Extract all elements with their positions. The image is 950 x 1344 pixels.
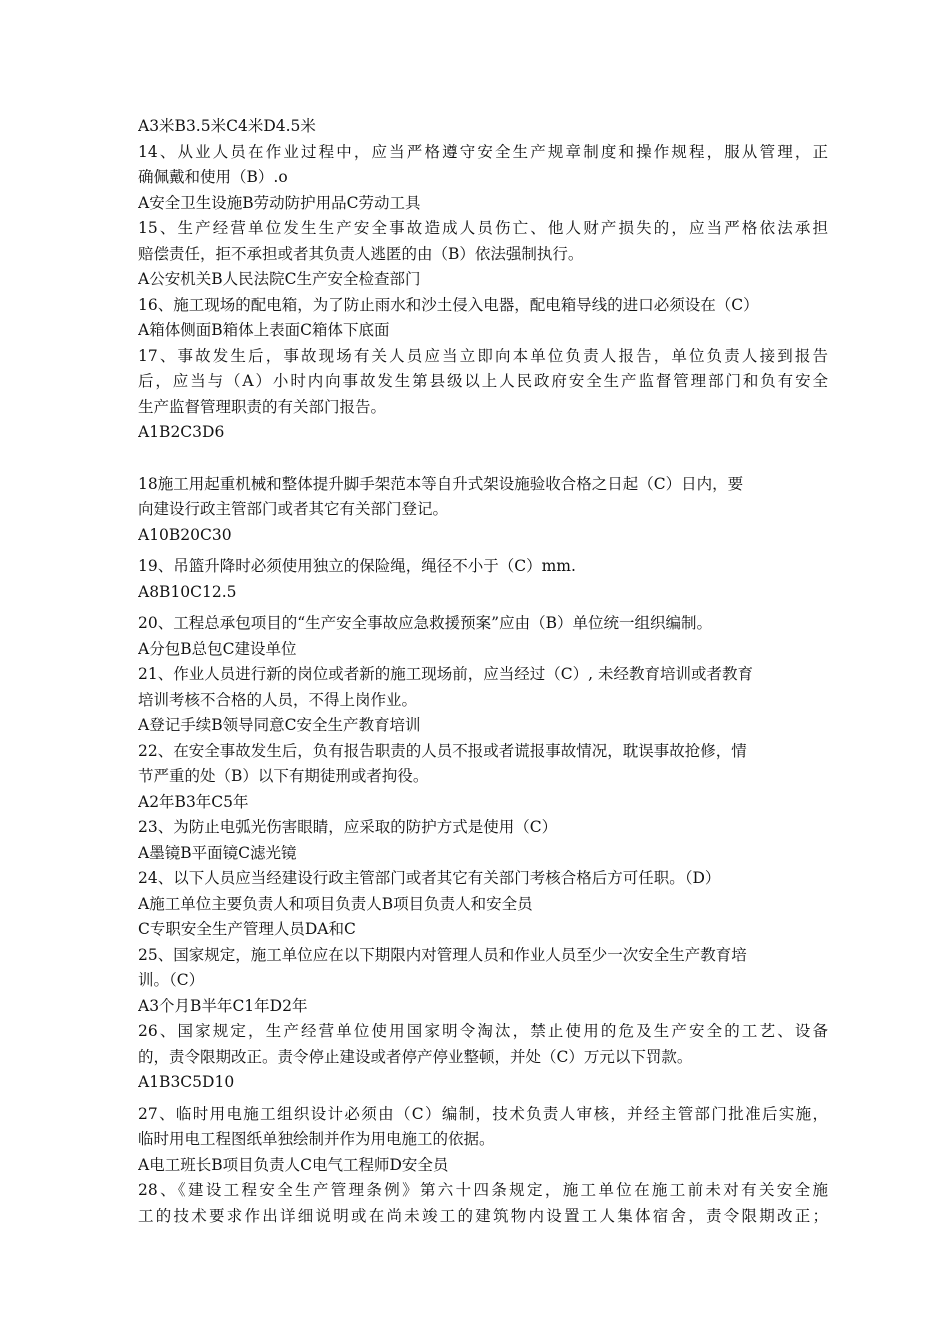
answer-options-22: A2年B3年C5年 — [138, 792, 249, 811]
answer-options-20: A分包B总包C建设单位 — [138, 639, 297, 658]
answer-options-14: A安全卫生设施B劳动防护用品C劳动工具 — [138, 193, 421, 212]
answer-options-24-line-2: C专职安全生产管理人员DA和C — [138, 920, 356, 938]
answer-options-18: A10B20C30 — [138, 525, 232, 544]
question-16: 16、施工现场的配电箱，为了防止雨水和沙土侵入电器，配电箱导线的进口必须设在（C） — [138, 295, 759, 314]
question-17-line-1: 17、事故发生后，事故现场有关人员应当立即向本单位负责人报告，单位负责人接到报告 — [138, 346, 828, 365]
answer-options-26: A1B3C5D10 — [138, 1073, 235, 1091]
question-28-line-2: 工的技术要求作出详细说明或在尚未竣工的建筑物内设置工人集体宿舍，责令限期改正； — [138, 1206, 828, 1225]
answer-options-23: A墨镜B平面镜C滤光镜 — [138, 843, 297, 862]
question-25-line-2: 训。（C） — [138, 971, 205, 989]
question-14-line-2: 确佩戴和使用（B）.o — [138, 168, 288, 186]
question-15-line-1: 15、生产经营单位发生生产安全事故造成人员伤亡、他人财产损失的，应当严格依法承担 — [138, 219, 828, 237]
question-26-line-2: 的，责令限期改正。责令停止建设或者停产停业整顿，并处（C）万元以下罚款。 — [138, 1047, 693, 1066]
question-22-line-1: 22、在安全事故发生后，负有报告职责的人员不报或者谎报事故情况，耽误事故抢修，情 — [138, 741, 747, 760]
question-27-line-2: 临时用电工程图纸单独绘制并作为用电施工的依据。 — [138, 1130, 495, 1148]
answer-options-19: A8B10C12.5 — [138, 582, 237, 601]
answer-options-17: A1B2C3D6 — [138, 423, 225, 441]
question-27-line-1: 27、临时用电施工组织设计必须由（C）编制，技术负责人审核，并经主管部门批准后实施， — [138, 1104, 828, 1123]
question-18-line-1: 18施工用起重机械和整体提升脚手架范本等自升式架设施验收合格之日起（C）日内，要 — [138, 474, 744, 493]
paragraph-gap — [138, 446, 828, 472]
question-18-line-2: 向建设行政主管部门或者其它有关部门登记。 — [138, 500, 449, 518]
answer-options-25: A3个月B半年C1年D2年 — [138, 996, 308, 1015]
question-23: 23、为防止电弧光伤害眼睛，应采取的防护方式是使用（C） — [138, 818, 558, 836]
question-28-line-1: 28、《建设工程安全生产管理条例》第六十四条规定，施工单位在施工前未对有关安全施 — [138, 1181, 828, 1199]
answer-options-16: A箱体侧面B箱体上表面C箱体下底面 — [138, 321, 390, 339]
question-17-line-3: 生产监督管理职责的有关部门报告。 — [138, 397, 387, 416]
question-19: 19、吊篮升降时必须使用独立的保险绳，绳径不小于（C）mm. — [138, 557, 576, 575]
answer-options-21: A登记手续B领导同意C安全生产教育培训 — [138, 716, 421, 734]
question-22-line-2: 节严重的处（B）以下有期徒刑或者拘役。 — [138, 767, 429, 785]
question-21-line-1: 21、作业人员进行新的岗位或者新的施工现场前，应当经过（C）, 未经教育培训或者教育 — [138, 665, 753, 683]
question-15-line-2: 赔偿责任，拒不承担或者其负责人逃匿的由（B）依法强制执行。 — [138, 244, 584, 263]
answer-options-27: A电工班长B项目负责人C电气工程师D安全员 — [138, 1155, 449, 1174]
question-20: 20、工程总承包项目的“生产安全事故应急救援预案”应由（B）单位统一组织编制。 — [138, 614, 712, 632]
answer-options-13: A3米B3.5米C4米D4.5米 — [138, 117, 316, 135]
question-17-line-2: 后，应当与（A）小时内向事故发生第县级以上人民政府安全生产监督管理部门和负有安全 — [138, 372, 828, 390]
question-26-line-1: 26、国家规定，生产经营单位使用国家明令淘汰，禁止使用的危及生产安全的工艺、设备 — [138, 1022, 828, 1040]
answer-options-24-line-1: A施工单位主要负责人和项目负责人B项目负责人和安全员 — [138, 894, 533, 913]
question-25-line-1: 25、国家规定，施工单位应在以下期限内对管理人员和作业人员至少一次安全生产教育培 — [138, 945, 747, 964]
answer-options-15: A公安机关B人民法院C生产安全检查部门 — [138, 270, 421, 288]
question-24: 24、以下人员应当经建设行政主管部门或者其它有关部门考核合格后方可任职。（D） — [138, 869, 721, 887]
document-body — [138, 114, 828, 1229]
question-21-line-2: 培训考核不合格的人员，不得上岗作业。 — [138, 690, 418, 709]
question-14-line-1: 14、从业人员在作业过程中，应当严格遵守安全生产规章制度和操作规程，服从管理，正 — [138, 142, 828, 161]
